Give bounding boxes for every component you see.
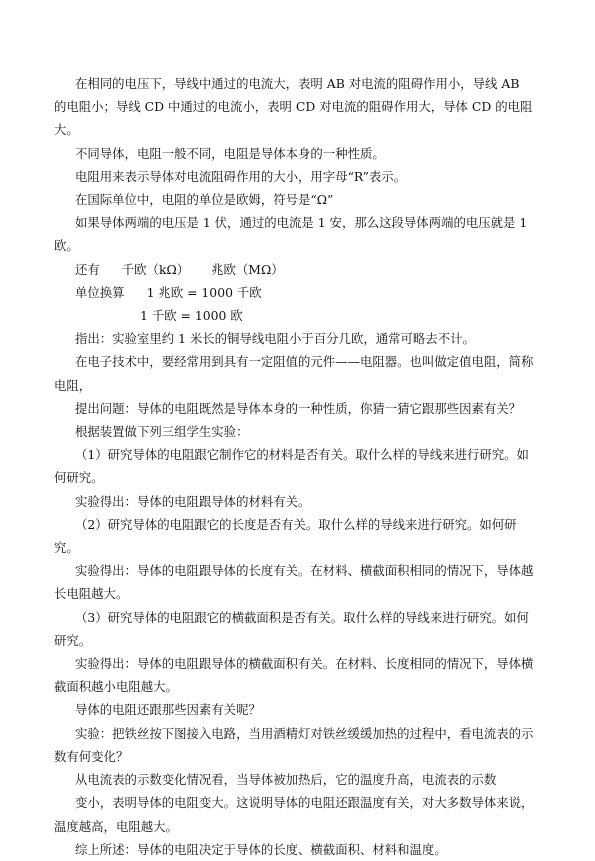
units-conversion-label: 单位换算 bbox=[75, 284, 125, 300]
paragraph-unit-ohm: 在国际单位中，电阻的单位是欧姆，符号是“Ω” bbox=[75, 192, 334, 208]
units-conversion-2: 1 千欧 = 1000 欧 bbox=[140, 308, 243, 324]
paragraph-exp3-result: 实验得出：导体的电阻跟导体的横截面积有关。在材料、长度相同的情况下，导体横截面积越小电阻越大。 bbox=[54, 656, 534, 695]
units-conversion-1: 1 兆欧 = 1000 千欧 bbox=[146, 284, 262, 300]
paragraph-ab-cd: 在相同的电压下，导线中通过的电流大，表明 AB 对电流的阻碍作用小，导线 AB 的电阻小；导线 CD 中通过的电流小，表明 CD 对电流的阻碍作用大，导体 CD 的电阻大。 bbox=[54, 76, 533, 138]
paragraph-resistor: 在电子技术中，要经常用到具有一定阻值的元件——电阻器。也叫做定值电阻，简称电阻， bbox=[54, 354, 534, 393]
paragraph-experiments: 根据装置做下列三组学生实验： bbox=[75, 424, 249, 440]
paragraph-exp2: （2）研究导体的电阻跟它的长度是否有关。取什么样的导线来进行研究。如何研究。 bbox=[54, 516, 517, 556]
paragraph-question: 提出问题：导体的电阻既然是导体本身的一种性质，你猜一猜它跟那些因素有关？ bbox=[75, 400, 522, 416]
paragraph-temperature: 变小，表明导体的电阻变大。这说明导体的电阻还跟温度有关，对大多数导体来说，温度越高，电阻越大。 bbox=[54, 795, 534, 834]
units-also-line bbox=[54, 258, 535, 281]
paragraph-note: 指出：实验室里约 1 米长的铜导线电阻小于百分几欧，通常可略去不计。 bbox=[75, 331, 475, 347]
paragraph-summary: 综上所述：导体的电阻决定于导体的长度、横截面积、材料和温度。 bbox=[75, 841, 447, 857]
paragraph-exp1: （1）研究导体的电阻跟它制作它的材料是否有关。取什么样的导线来进行研究。如何研究。 bbox=[54, 447, 529, 486]
paragraph-exp2-result: 实验得出：导体的电阻跟导体的长度有关。在材料、横截面积相同的情况下，导体越长电阻越大。 bbox=[54, 563, 534, 602]
paragraph-exp1-result: 实验得出：导体的电阻跟导体的材料有关。 bbox=[75, 493, 311, 509]
units-conversion-line bbox=[54, 281, 535, 304]
paragraph-ammeter: 从电流表的示数变化情况看，当导体被加热后，它的温度升高，电流表的示数 bbox=[75, 772, 497, 788]
units-also-label: 还有 bbox=[75, 261, 100, 277]
paragraph-property: 不同导体，电阻一般不同，电阻是导体本身的一种性质。 bbox=[75, 145, 385, 161]
units-mega: 兆欧（MΩ） bbox=[211, 261, 284, 277]
units-kilo: 千欧（kΩ） bbox=[121, 261, 190, 277]
paragraph-heating-experiment: 实验：把铁丝按下图接入电路，当用酒精灯对铁丝缓缓加热的过程中，看电流表的示数有何变化？ bbox=[54, 725, 534, 764]
paragraph-one-ohm: 如果导体两端的电压是 1 伏，通过的电流是 1 安，那么这段导体两端的电压就是 1 欧。 bbox=[54, 215, 528, 254]
paragraph-other-factors: 导体的电阻还跟那些因素有关呢？ bbox=[75, 702, 261, 718]
paragraph-exp3: （3）研究导体的电阻跟它的横截面积是否有关。取什么样的导线来进行研究。如何研究。 bbox=[54, 609, 529, 648]
paragraph-symbol-r: 电阻用来表示导体对电流阻碍作用的大小，用字母“R”表示。 bbox=[75, 168, 407, 184]
